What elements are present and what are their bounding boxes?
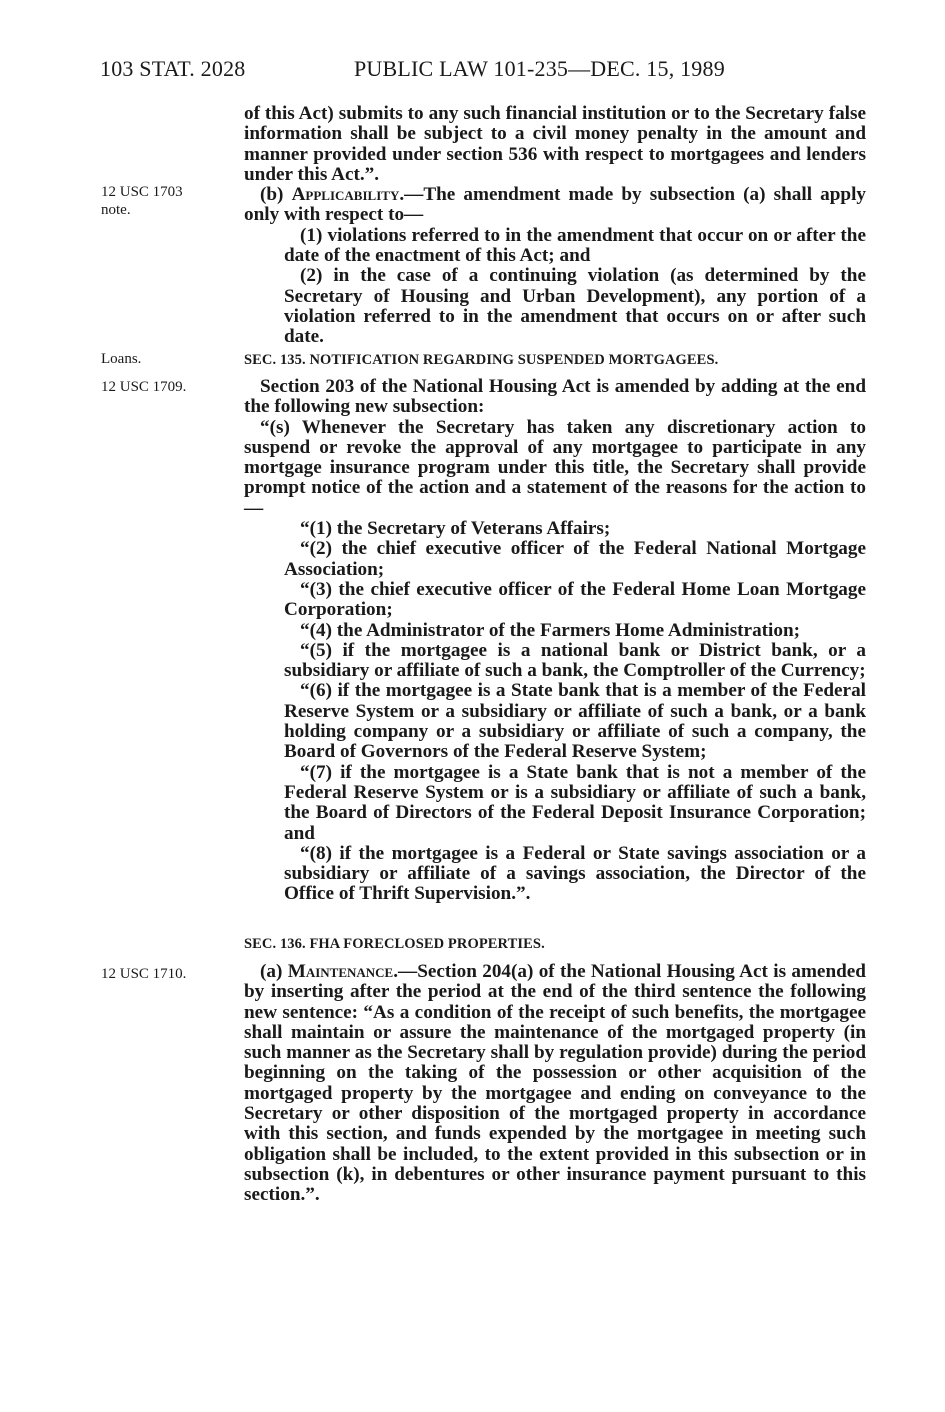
page-title: PUBLIC LAW 101-235—DEC. 15, 1989 — [354, 56, 725, 81]
subsection-label: (b) — [260, 184, 292, 206]
paragraph-continued: of this Act) submits to any such financial institution or to the Secretary false information shall be subject to a civil money penalty in the amount and manner provided under section 536 with respect to mortgagees and lenders under this Act.”. — [244, 103, 866, 185]
margin-note-12-usc-1709: 12 USC 1709. — [101, 379, 187, 395]
margin-note-12-usc-1703 — [101, 183, 221, 219]
section-intro: Section 203 of the National Housing Act is amended by adding at the end the following new subsection: — [244, 376, 866, 418]
paragraph-applicability — [244, 185, 866, 226]
margin-note-line: 12 USC 1703 — [101, 184, 183, 200]
list-item: (2) in the case of a continuing violation (as determined by the Secretary of Housing and Urban Development), any portion of a violation referred to in the amendment that occurs on or after such date. — [284, 265, 866, 348]
subsection-text: .—Section 204(a) of the National Housing Act is amended by inserting after the period at the end of the third sentence the following new sentence: “As a condition of the receipt of such benefits, the mortgagee shall maintain or assure the maintenance of the mortgaged property (in such manner as the Secretary shall by regulation provide) during the period beginning on the taking of the possession or other acquisition of the mortgaged property by the mortgagee and ending on conveyance to the Secretary or other disposition of the mortgaged property in accordance with this section, and funds expended by the mortgagee in meeting such obligation shall be included, to the extent provided in this subsection or in subsection (k), in debentures or other insurance payment pursuant to this section.”. — [244, 961, 866, 1206]
list-item: “(4) the Administrator of the Farmers Home Administration; — [300, 619, 801, 641]
stat-reference: 103 STAT. 2028 — [100, 56, 246, 81]
list-item: “(2) the chief executive officer of the Federal National Mortgage Association; — [284, 538, 866, 580]
subsection-maintenance — [244, 962, 866, 1206]
margin-note-loans: Loans. — [101, 351, 142, 367]
section-135-body — [244, 377, 866, 905]
subsection-label: (a) — [260, 961, 288, 982]
list-item: “(3) the chief executive officer of the Federal Home Loan Mortgage Corporation; — [284, 578, 866, 621]
continued-text-block — [244, 104, 866, 348]
margin-note-line: note. — [101, 202, 131, 218]
section-135-heading: SEC. 135. NOTIFICATION REGARDING SUSPENDED MORTGAGEES. — [244, 352, 719, 368]
page-header — [100, 56, 860, 86]
list-item: “(7) if the mortgagee is a State bank that is not a member of the Federal Reserve System or is a subsidiary or affiliate of such a bank, the Board of Directors of the Federal Deposit Insurance Corporation; and — [284, 761, 866, 844]
list-item: “(8) if the mortgagee is a Federal or State savings association or a subsidiary or affiliate of a savings association, the Director of the Office of Thrift Supervision.”. — [284, 842, 866, 905]
subsection-heading: Maintenance — [287, 961, 394, 982]
section-136-body — [244, 962, 866, 1206]
list-item: “(5) if the mortgagee is a national bank or District bank, or a subsidiary or affiliate of such a bank, the Comptroller of the Currency; — [284, 639, 866, 682]
subsection-s: “(s) Whenever the Secretary has taken any discretionary action to suspend or revoke the approval of any mortgagee to participate in any mortgage insurance program under this title, the Secretary shall provide prompt notice of the action and a statement of the reasons for the action to— — [244, 416, 866, 519]
subsection-heading: Applicability — [291, 184, 400, 206]
section-136-heading: SEC. 136. FHA FORECLOSED PROPERTIES. — [244, 936, 545, 952]
list-item: “(6) if the mortgagee is a State bank that is a member of the Federal Reserve System or a subsidiary or affiliate of such a bank, or a bank holding company or a subsidiary or affiliate of such a company, the Board of Governors of the Federal Reserve System; — [284, 680, 866, 763]
margin-note-12-usc-1710: 12 USC 1710. — [101, 966, 187, 982]
subsection-text: .—The amendment made by subsection (a) shall apply only with respect to— — [244, 184, 866, 226]
list-item: “(1) the Secretary of Veterans Affairs; — [300, 518, 611, 540]
list-item: (1) violations referred to in the amendment that occur on or after the date of the enactment of this Act; and — [284, 224, 866, 267]
